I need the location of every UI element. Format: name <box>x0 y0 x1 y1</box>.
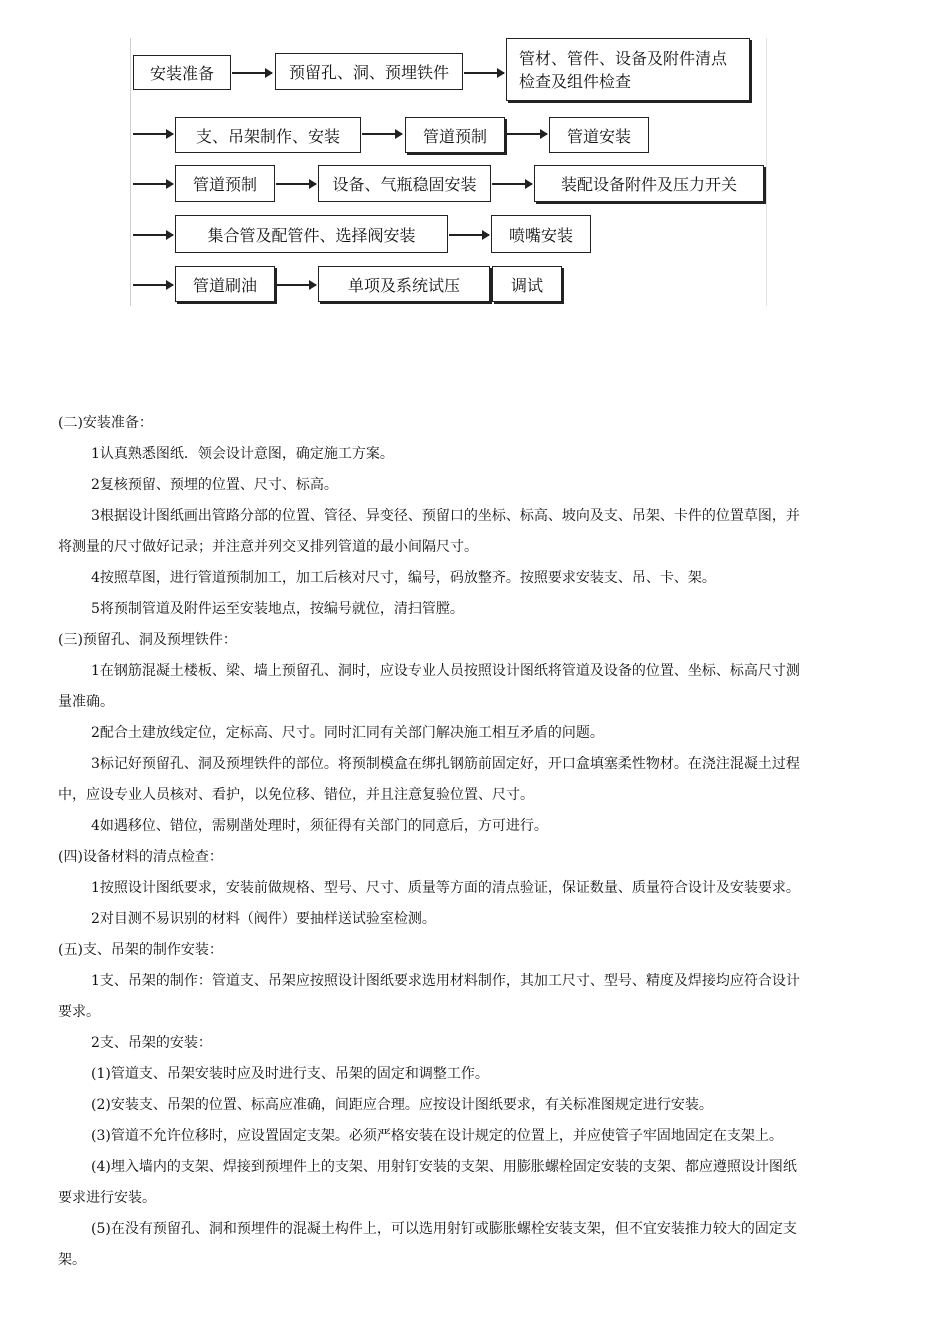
list-item: (2)安装支、吊架的位置、标高应准确，间距应合理。应按设计图纸要求，有关标准图规定进行安装。 <box>91 1097 713 1113</box>
arrow <box>362 133 402 135</box>
arrow <box>276 183 316 185</box>
box-install-prep: 安装准备 <box>133 55 231 90</box>
box-pipe-painting: 管道刷油 <box>175 266 275 302</box>
box-material-check-line2: 检查及组件检查 <box>519 71 632 91</box>
document-body <box>58 408 896 1276</box>
box-pipe-prefab-2: 管道预制 <box>175 165 275 202</box>
paragraph: 2配合土建放线定位，定标高、尺寸。同时汇同有关部门解决施工相互矛盾的问题。 <box>91 725 604 741</box>
paragraph-continuation: 要求。 <box>58 1004 100 1020</box>
flowchart-left-border <box>130 38 131 306</box>
box-pipe-prefab: 管道预制 <box>405 117 505 153</box>
section-heading-support-install: (五)支、吊架的制作安装： <box>58 942 223 958</box>
box-assemble-accessories: 装配设备附件及压力开关 <box>534 165 764 202</box>
arrow <box>492 183 532 185</box>
arrow <box>276 284 316 286</box>
arrow <box>133 133 173 135</box>
list-item: (5)在没有预留孔、洞和预埋件的混凝土构件上，可以选用射钉或膨胀螺栓安装支架，但不宜安装推力较大的固定支 <box>91 1221 797 1237</box>
list-item: (3)管道不允许位移时，应设置固定支架。必须严格安装在设计规定的位置上，并应使管子牢固地固定在支架上。 <box>91 1128 783 1144</box>
paragraph: 1按照设计图纸要求，安装前做规格、型号、尺寸、质量等方面的清点验证，保证数量、质量符合设计及安装要求。 <box>91 880 800 896</box>
box-pressure-test: 单项及系统试压 <box>318 266 490 302</box>
paragraph: 2支、吊架的安装： <box>91 1035 212 1051</box>
paragraph: 3根据设计图纸画出管路分部的位置、管径、异变径、预留口的坐标、标高、坡向及支、吊架、卡件的位置草图，并 <box>91 508 800 524</box>
paragraph: 3标记好预留孔、洞及预埋铁件的部位。将预制模盒在绑扎钢筋前固定好，开口盒填塞柔性物材。在浇注混凝土过程 <box>91 756 800 772</box>
arrow <box>464 72 504 74</box>
paragraph: 4按照草图，进行管道预制加工，加工后核对尺寸，编号，码放整齐。按照要求安装支、吊、卡、架。 <box>91 570 716 586</box>
paragraph-continuation: 中，应设专业人员核对、看护，以免位移、错位，并且注意复验位置、尺寸。 <box>58 787 534 803</box>
arrow <box>133 183 173 185</box>
section-heading-reserved-holes: (三)预留孔、洞及预埋铁件： <box>58 632 237 648</box>
paragraph: 5将预制管道及附件运至安装地点，按编号就位，清扫管膛。 <box>91 601 464 617</box>
box-pipe-install: 管道安装 <box>549 117 649 153</box>
paragraph-continuation: 量准确。 <box>58 694 114 710</box>
box-commissioning: 调试 <box>492 266 562 302</box>
arrow <box>449 234 489 236</box>
arrow <box>232 72 272 74</box>
box-reserve-holes: 预留孔、洞、预埋铁件 <box>275 53 463 90</box>
list-item: (1)管道支、吊架安装时应及时进行支、吊架的固定和调整工作。 <box>91 1066 489 1082</box>
arrow <box>133 284 173 286</box>
box-equipment-install: 设备、气瓶稳固安装 <box>318 165 491 202</box>
arrow <box>507 133 547 135</box>
box-material-check <box>506 38 750 101</box>
section-heading-material-check: (四)设备材料的清点检查： <box>58 849 223 865</box>
paragraph: 1支、吊架的制作：管道支、吊架应按照设计图纸要求选用材料制作，其加工尺寸、型号、精度及焊接均应符合设计 <box>91 973 800 989</box>
flowchart-right-border <box>766 38 767 306</box>
paragraph: 2复核预留、预埋的位置、尺寸、标高。 <box>91 477 338 493</box>
list-item-continuation: 架。 <box>58 1252 86 1268</box>
list-item: (4)埋入墙内的支架、焊接到预埋件上的支架、用射钉安装的支架、用膨胀螺栓固定安装的支架、都应遵照设计图纸 <box>91 1159 797 1175</box>
list-item-continuation: 要求进行安装。 <box>58 1190 156 1206</box>
paragraph: 1认真熟悉图纸．领会设计意图，确定施工方案。 <box>91 446 394 462</box>
paragraph: 4如遇移位、错位，需剔凿处理时，须征得有关部门的同意后，方可进行。 <box>91 818 548 834</box>
paragraph: 2对目测不易识别的材料（阀件）要抽样送试验室检测。 <box>91 911 436 927</box>
paragraph-continuation: 将测量的尺寸做好记录；并注意并列交叉排列管道的最小间隔尺寸。 <box>58 539 478 555</box>
construction-flowchart <box>0 0 950 320</box>
box-nozzle-install: 喷嘴安装 <box>491 215 591 253</box>
box-support-fabrication: 支、吊架制作、安装 <box>175 117 361 153</box>
section-heading-install-prep: (二)安装准备： <box>58 415 153 431</box>
box-manifold-install: 集合管及配管件、选择阀安装 <box>175 215 448 253</box>
box-material-check-line1: 管材、管件、设备及附件清点 <box>519 48 728 68</box>
arrow <box>133 234 173 236</box>
paragraph: 1在钢筋混凝土楼板、梁、墙上预留孔、洞时，应设专业人员按照设计图纸将管道及设备的位置、坐标、标高尺寸测 <box>91 663 800 679</box>
